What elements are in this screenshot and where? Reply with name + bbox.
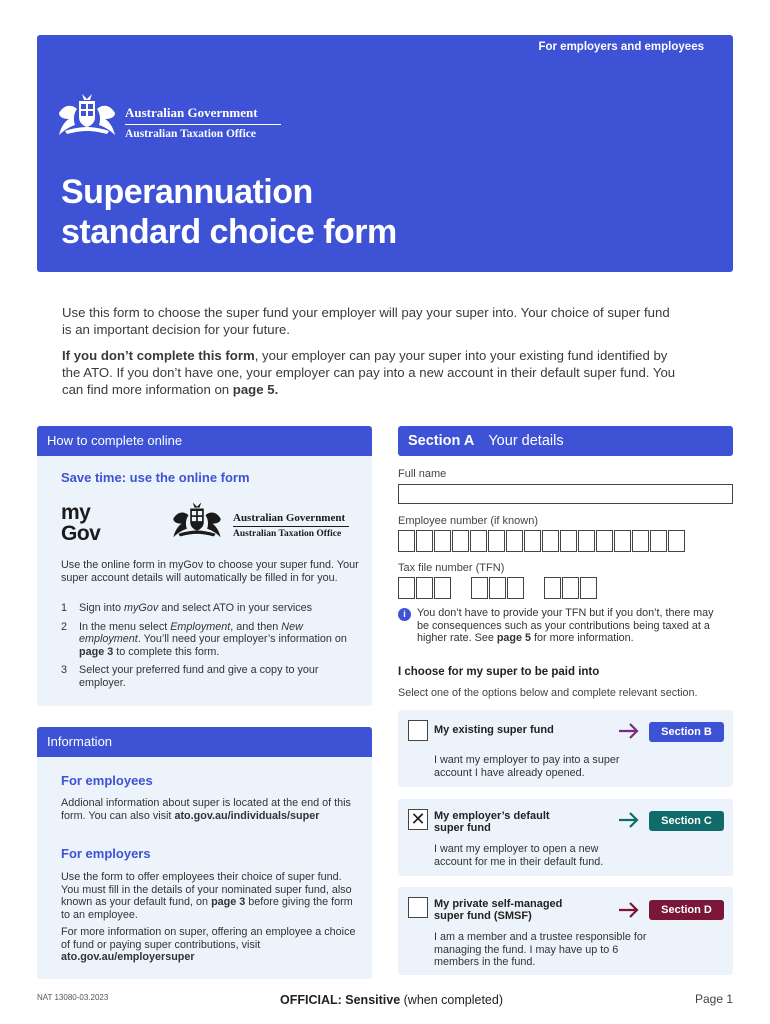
online-panel-heading: How to complete online: [37, 426, 372, 456]
employee-number-label: Employee number (if known): [398, 515, 539, 527]
smsf-checkbox[interactable]: [408, 897, 428, 918]
choose-instructions: Select one of the options below and complete relevant section.: [398, 687, 698, 699]
cover-banner: [37, 35, 733, 272]
intro-text: [62, 304, 682, 398]
online-steps: [61, 602, 361, 695]
tfn-field-group-1[interactable]: [398, 577, 451, 599]
full-name-field[interactable]: [398, 484, 733, 504]
information-heading: Information: [37, 727, 372, 757]
section-b-badge[interactable]: Section B: [649, 722, 724, 742]
tfn-field-group-2[interactable]: [471, 577, 524, 599]
employees-text: Addional information about super is located at the end of this form. You can also visit ato.gov.au/individuals/super: [61, 797, 351, 822]
arrow-right-icon: [617, 901, 641, 919]
option-smsf: My private self-managed super fund (SMSF) I am a member and a trustee responsible for managing the fund. I may have up to 6 members in the fund. Section D: [398, 887, 733, 975]
arrow-right-icon: [617, 722, 641, 740]
full-name-label: Full name: [398, 468, 447, 480]
audience-tag: For employers and employees: [538, 41, 704, 53]
tfn-field-group-3[interactable]: [544, 577, 597, 599]
for-employers-heading: For employers: [61, 846, 151, 861]
option-existing-fund: My existing super fund I want my employer to pay into a super account I have already opened. Section B: [398, 710, 733, 787]
intro-paragraph-2: If you don’t complete this form, your employer can pay your super into your existing fund identified by the ATO. If you don’t have one, your employer can pay into a new account in their default super fund. You can find more information on page 5.: [62, 348, 676, 397]
employers-text-1: Use the form to offer employees their choice of super fund. You must fill in the details of your nominated super fund, also known as your default fund, on page 3 before giving the form to an employee.: [61, 871, 353, 921]
section-a-heading: Section A Your details: [398, 426, 733, 456]
info-icon: i: [398, 608, 411, 621]
employee-number-field[interactable]: [398, 530, 685, 552]
page-3-link[interactable]: page 3: [211, 896, 246, 908]
employers-text-2: For more information on super, offering an employee a choice of fund or paying super contributions, visit ato.gov.au/employersuper: [61, 926, 356, 963]
step-item: 1 Sign into myGov and select ATO in your services: [61, 602, 313, 614]
government-logo-text: Australian Government Australian Taxation Office: [125, 105, 281, 140]
form-code: NAT 13080-03.2023: [37, 993, 109, 1002]
page-title: Superannuation standard choice form: [61, 173, 397, 251]
online-panel: [37, 426, 372, 706]
for-employees-heading: For employees: [61, 773, 153, 788]
arrow-right-icon: [617, 811, 641, 829]
page-5-link[interactable]: page 5.: [232, 382, 279, 397]
government-logo-text: Australian Government Australian Taxation Office: [233, 512, 349, 539]
page-number: Page 1: [695, 992, 734, 1006]
online-description: Use the online form in myGov to choose your super fund. Your super account details will automatically be filled in for you.: [61, 559, 359, 584]
choose-heading: I choose for my super to be paid into: [398, 666, 600, 678]
coat-of-arms-icon: [57, 91, 117, 143]
page-5-link[interactable]: page 5: [496, 632, 532, 644]
section-d-badge[interactable]: Section D: [649, 900, 724, 920]
default-fund-checkbox[interactable]: ✕: [408, 809, 428, 830]
option-default-fund: ✕ My employer’s default super fund I want my employer to open a new account for me in their default fund. Section C: [398, 799, 733, 876]
employer-super-link[interactable]: ato.gov.au/employersuper: [61, 951, 195, 963]
mygov-logo: my Gov: [61, 501, 101, 545]
security-classification: OFFICIAL: Sensitive (when completed): [280, 993, 503, 1007]
tfn-label: Tax file number (TFN): [398, 562, 505, 574]
tfn-note: i You don’t have to provide your TFN but if you don’t, there may be consequences such as your contributions being taxed at a higher rate. See page 5 for more information.: [398, 607, 728, 645]
section-c-badge[interactable]: Section C: [649, 811, 724, 831]
save-time-heading: Save time: use the online form: [61, 470, 250, 485]
coat-of-arms-icon: [167, 500, 227, 544]
individuals-super-link[interactable]: ato.gov.au/individuals/super: [174, 809, 320, 822]
existing-fund-checkbox[interactable]: [408, 720, 428, 741]
step-item: 2 In the menu select Employment, and then New employment. You’ll need your employer’s information on page 3 to complete this form.: [61, 620, 347, 658]
information-panel: [37, 727, 372, 979]
intro-paragraph-1: Use this form to choose the super fund your employer will pay your super into. Your choice of super fund is an important decision for your future.: [62, 305, 670, 337]
step-item: 3 Select your preferred fund and give a copy to your employer.: [61, 664, 319, 689]
